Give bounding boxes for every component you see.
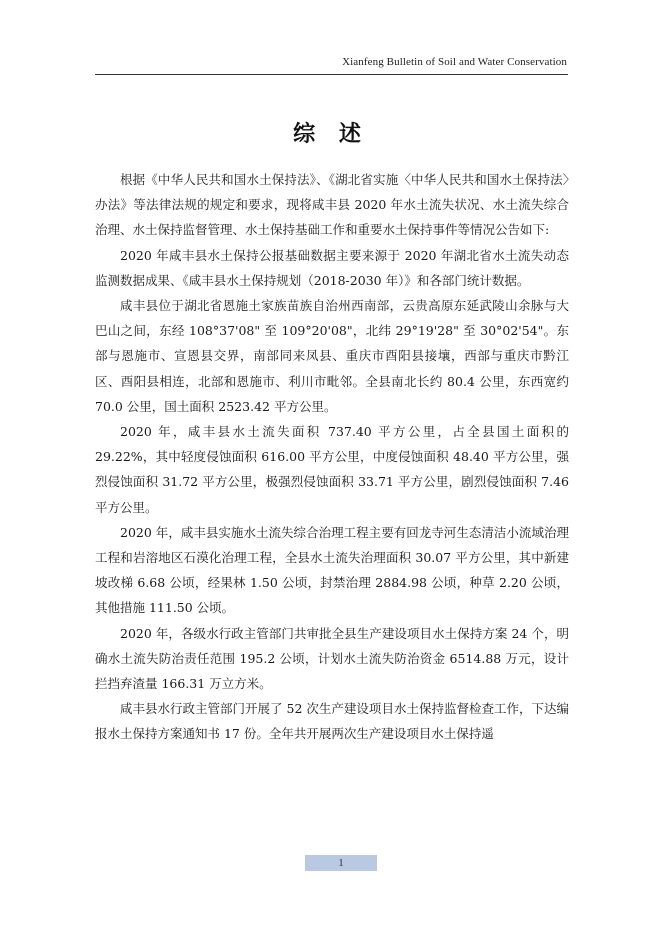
paragraph-approval: 2020 年，各级水行政主管部门共审批全县生产建设项目水土保持方案 24 个，明确水土流失防治责任范围 195.2 公顷，计划水土流失防治资金 6514.88 万元，设计拦挡弃渣量 166.31 万立方米。 [95,625,569,692]
header-rule [95,74,568,75]
body-text [95,167,569,747]
paragraph-supervision: 咸丰县水行政主管部门开展了 52 次生产建设项目水土保持监督检查工作，下达编报水土保持方案通知书 17 份。全年共开展两次生产建设项目水土保持遥 [95,701,569,742]
paragraph-governance: 2020 年，咸丰县实施水土流失综合治理工程主要有回龙寺河生态清洁小流域治理工程和岩溶地区石漠化治理工程，全县水土流失治理面积 30.07 平方公里，其中新建坡改梯 6.68 公顷，经果林 1.50 公顷，封禁治理 2884.98 公顷，种草 2.20 公顷，其他措施 111.50 公顷。 [95,524,569,616]
paragraph-erosion-area: 2020 年，咸丰县水土流失面积 737.40 平方公里，占全县国土面积的 29.22%，其中轻度侵蚀面积 616.00 平方公里，中度侵蚀面积 48.40 平方公里，强烈侵蚀面积 31.72 平方公里，极强烈侵蚀面积 33.71 平方公里，剧烈侵蚀面积 7.46 平方公里。 [95,424,569,515]
paragraph-data-source: 2020 年咸丰县水土保持公报基础数据主要来源于 2020 年湖北省水土流失动态监测数据成果、《咸丰县水土保持规划（2018-2030 年）》和各部门统计数据。 [95,247,569,288]
paragraph-location: 咸丰县位于湖北省恩施土家族苗族自治州西南部，云贵高原东延武陵山余脉与大巴山之间，东经 108°37'08" 至 109°20'08"，北纬 29°19'28" 至 30°02'54"。东部与恩施市、宣恩县交界，南部同来凤县、重庆市酉阳县接壤，西部与重庆市黔江区、酉阳县相连，北部和恩施市、利川市毗邻。全县南北长约 80.4 公里，东西宽约 70.0 公里，国土面积 2523.42 平方公里。 [95,298,569,414]
paragraph-intro: 根据《中华人民共和国水土保持法》、《湖北省实施〈中华人民共和国水土保持法〉办法》等法律法规的规定和要求，现将咸丰县 2020 年水土流失状况、水土流失综合治理、水土保持监督管理、水土保持基础工作和重要水土保持事件等情况公告如下: [95,172,569,238]
page-number: 1 [305,855,377,871]
page-title: 综 述 [293,122,369,147]
running-header: Xianfeng Bulletin of Soil and Water Conservation [342,56,567,68]
